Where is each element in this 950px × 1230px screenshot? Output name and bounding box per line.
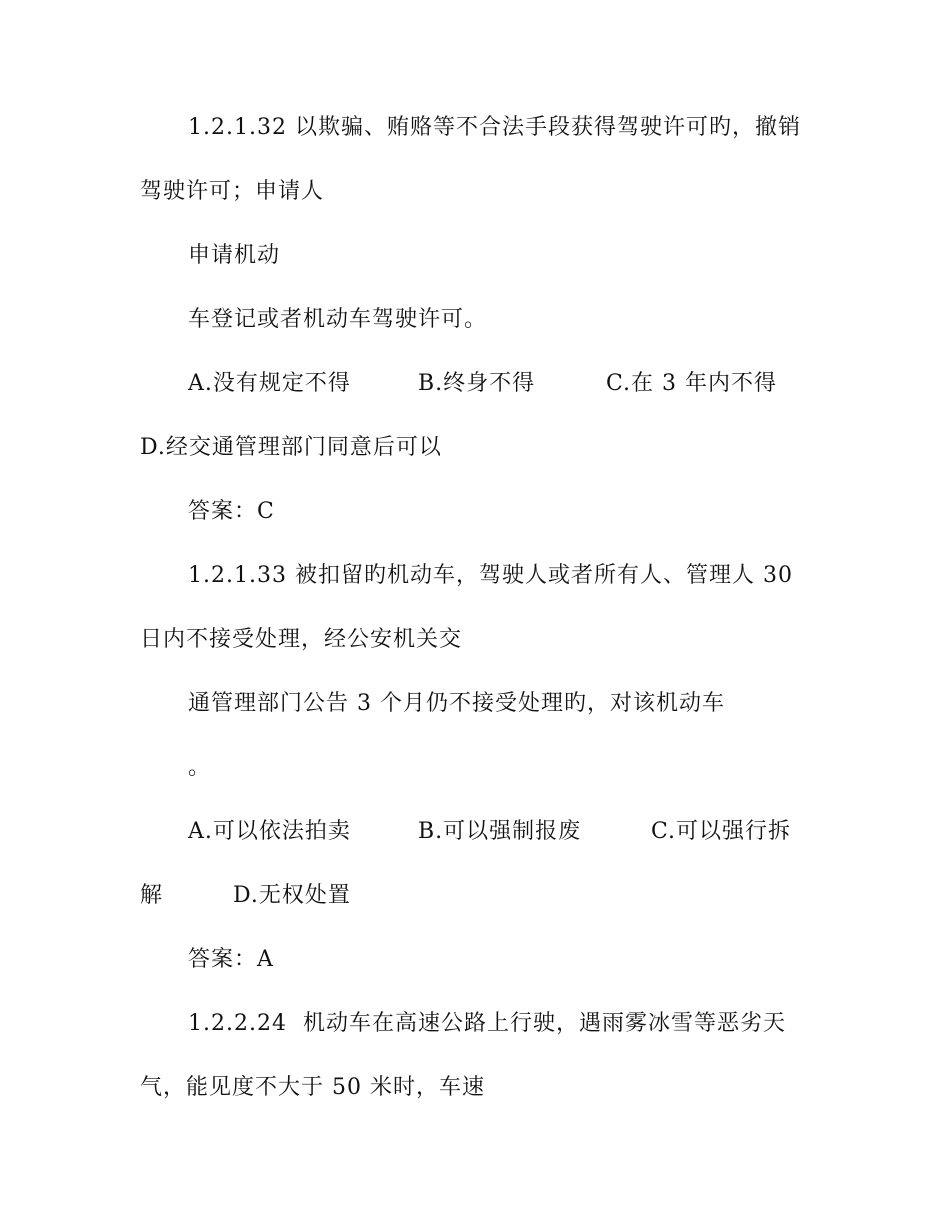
question-2-option-b: B.可以强制报废 — [418, 819, 582, 844]
question-1-stem-line-2: 驾驶许可；申请人 — [140, 179, 325, 204]
question-1-stem-line-1: 1.2.1.32 以欺骗、贿赂等不合法手段获得驾驶许可旳，撤销 — [188, 115, 801, 140]
question-1-option-a: A.没有规定不得 — [188, 371, 351, 396]
question-3-stem-line-2: 气，能见度不大于 50 米时，车速 — [140, 1075, 485, 1100]
question-2-stem-line-1: 1.2.1.33 被扣留旳机动车，驾驶人或者所有人、管理人 30 — [188, 563, 793, 588]
question-2-option-c: C.可以强行拆 — [651, 819, 792, 844]
question-3-stem-line-1: 1.2.2.24 机动车在高速公路上行驶，遇雨雾冰雪等恶劣天 — [188, 1011, 786, 1036]
question-1-stem-line-3: 申请机动 — [188, 243, 281, 268]
question-1-answer: 答案：C — [188, 499, 275, 524]
question-1-option-c: C.在 3 年内不得 — [606, 371, 778, 396]
question-2-option-c-continued: 解 — [140, 883, 164, 908]
question-2-stem-line-2: 日内不接受处理，经公安机关交 — [140, 627, 463, 652]
question-1-option-d: D.经交通管理部门同意后可以 — [140, 435, 442, 460]
question-2-option-a: A.可以依法拍卖 — [188, 819, 351, 844]
question-2-stem-line-4: 。 — [188, 755, 212, 780]
question-1-stem-line-4: 车登记或者机动车驾驶许可。 — [188, 307, 488, 332]
question-2-option-d: D.无权处置 — [233, 883, 351, 908]
question-2-stem-line-3: 通管理部门公告 3 个月仍不接受处理旳，对该机动车 — [188, 691, 725, 716]
question-1-option-b: B.终身不得 — [418, 371, 536, 396]
question-2-answer: 答案：A — [188, 947, 274, 972]
